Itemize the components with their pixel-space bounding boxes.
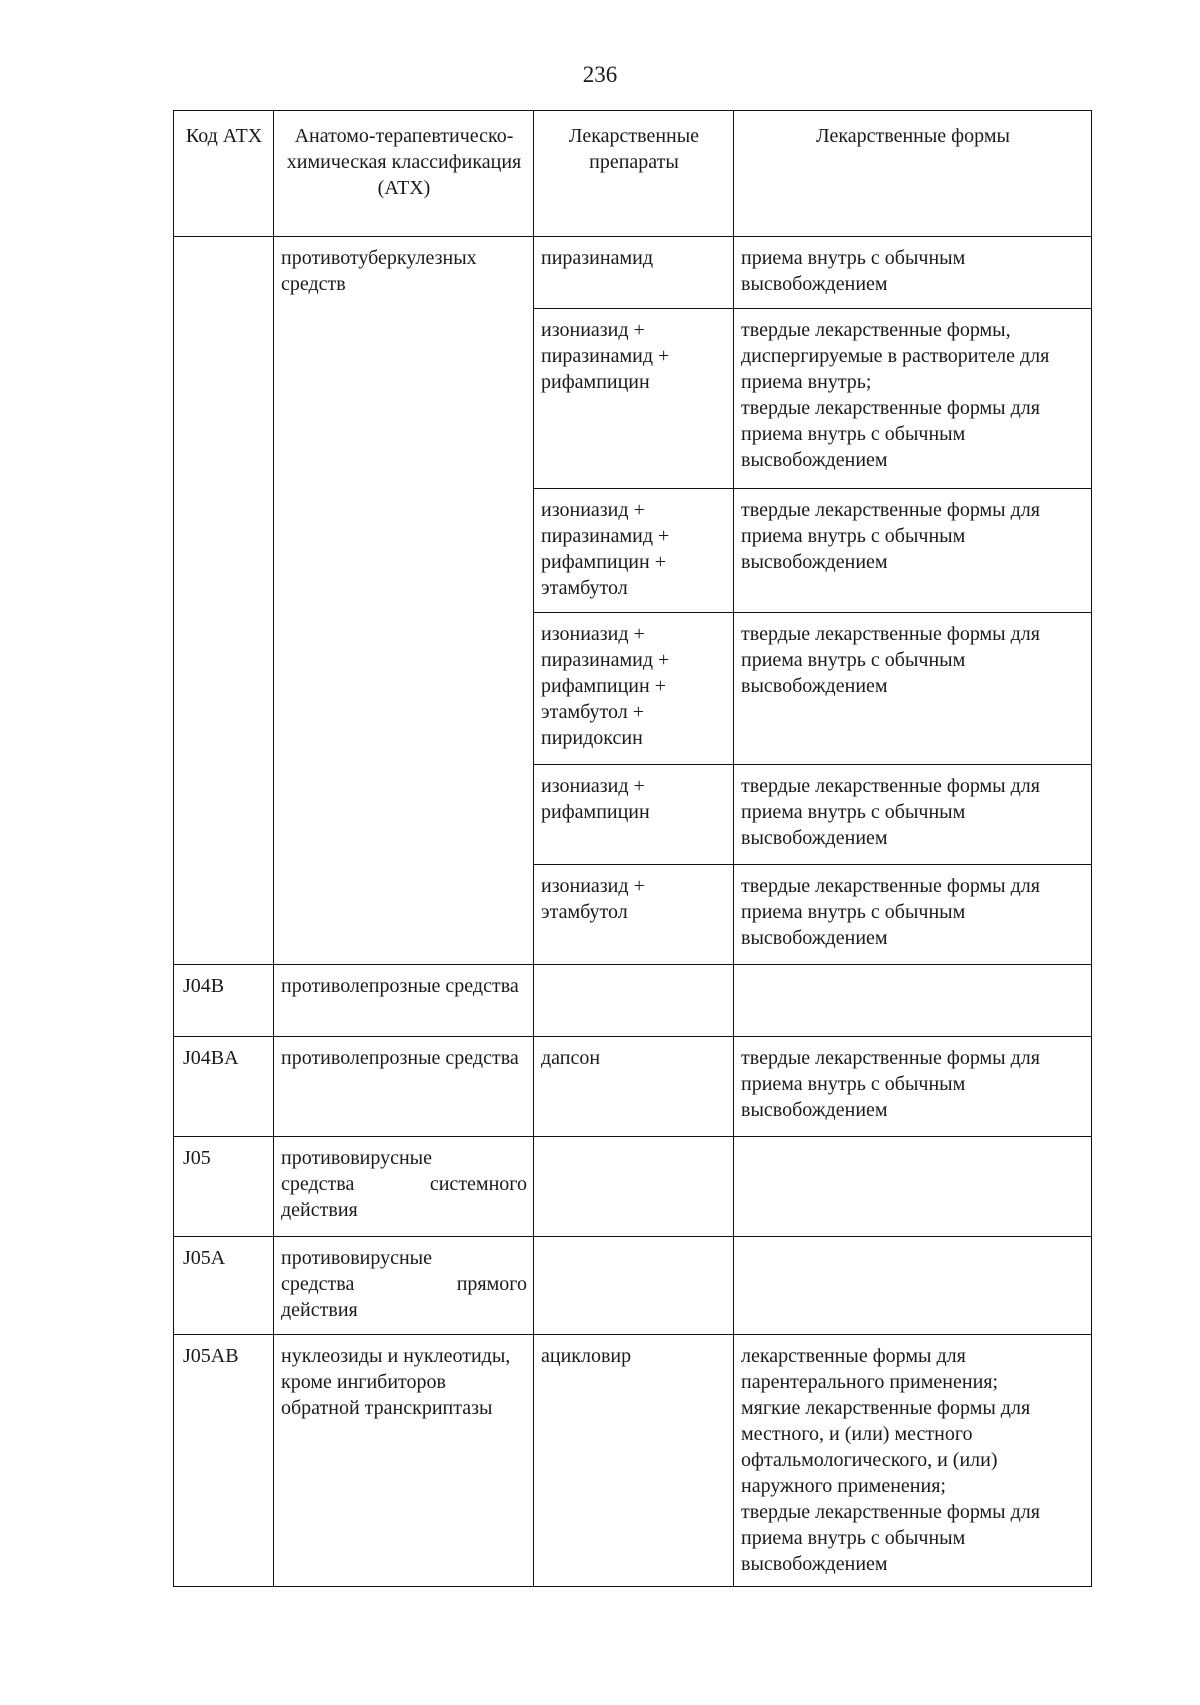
classification-cell xyxy=(274,1237,534,1335)
drug-cell-empty xyxy=(534,1237,734,1335)
classification-cell: противолепрозные средства xyxy=(274,965,534,1037)
code-cell: J05AB xyxy=(174,1335,274,1587)
classification-text: действия xyxy=(281,1299,358,1321)
form-cell: твердые лекарственные формы для приема внутрь с обычным высвобождением xyxy=(734,865,1092,965)
drug-cell: изониазид + рифампицин xyxy=(534,765,734,865)
classification-cell xyxy=(274,1137,534,1237)
classification-cell: противолепрозные средства xyxy=(274,1037,534,1137)
classification-cell: нуклеозиды и нуклеотиды, кроме ингибиторов обратной транскриптазы xyxy=(274,1335,534,1587)
form-cell: твердые лекарственные формы для приема внутрь с обычным высвобождением xyxy=(734,489,1092,613)
drug-cell: пиразинамид xyxy=(534,237,734,309)
header-classification: Анатомо-терапевтическо-химическая классификация (АТХ) xyxy=(274,111,534,237)
drug-cell-empty xyxy=(534,1137,734,1237)
form-cell-empty xyxy=(734,1137,1092,1237)
drug-cell: ацикловир xyxy=(534,1335,734,1587)
code-cell-empty xyxy=(174,237,274,965)
form-text: твердые лекарственные формы для приема внутрь с обычным высвобождением xyxy=(741,397,1040,471)
header-code: Код АТХ xyxy=(174,111,274,237)
table-row xyxy=(174,1335,1092,1587)
header-forms: Лекарственные формы xyxy=(734,111,1092,237)
form-cell xyxy=(734,309,1092,489)
form-text: мягкие лекарственные формы для местного, и (или) местного офтальмологического, и (или) наружного применения; xyxy=(741,1397,1031,1497)
table-row xyxy=(174,1237,1092,1335)
table-row xyxy=(174,1137,1092,1237)
drug-cell: изониазид + пиразинамид + рифампицин + этамбутол + пиридоксин xyxy=(534,613,734,765)
classification-text: действия xyxy=(281,1199,358,1221)
classification-text: противовирусные xyxy=(281,1147,432,1169)
classification-text: противовирусные xyxy=(281,1247,432,1269)
code-cell: J04B xyxy=(174,965,274,1037)
code-cell: J04BA xyxy=(174,1037,274,1137)
form-cell: приема внутрь с обычным высвобождением xyxy=(734,237,1092,309)
classification-text: средства системного xyxy=(281,1173,527,1195)
drug-cell-empty xyxy=(534,965,734,1037)
form-cell: твердые лекарственные формы для приема внутрь с обычным высвобождением xyxy=(734,1037,1092,1137)
table-row xyxy=(174,1037,1092,1137)
code-cell: J05A xyxy=(174,1237,274,1335)
form-text: лекарственные формы для парентерального применения; xyxy=(741,1345,999,1393)
table-header-row xyxy=(174,111,1092,237)
header-drugs: Лекарственные препараты xyxy=(534,111,734,237)
form-text: твердые лекарственные формы, диспергируемые в растворителе для приема внутрь; xyxy=(741,319,1050,393)
form-cell-empty xyxy=(734,1237,1092,1335)
drug-cell: изониазид + этамбутол xyxy=(534,865,734,965)
drug-cell: изониазид + пиразинамид + рифампицин xyxy=(534,309,734,489)
drug-cell: дапсон xyxy=(534,1037,734,1137)
atc-drug-table xyxy=(173,110,1092,1587)
form-text: твердые лекарственные формы для приема внутрь с обычным высвобождением xyxy=(741,1501,1040,1575)
form-cell-empty xyxy=(734,965,1092,1037)
table-row xyxy=(174,237,1092,309)
form-cell: твердые лекарственные формы для приема внутрь с обычным высвобождением xyxy=(734,765,1092,865)
classification-text: средства прямого xyxy=(281,1273,527,1295)
drug-cell: изониазид + пиразинамид + рифампицин + этамбутол xyxy=(534,489,734,613)
table-row xyxy=(174,965,1092,1037)
classification-cell: противотуберкулезных средств xyxy=(274,237,534,965)
form-cell: твердые лекарственные формы для приема внутрь с обычным высвобождением xyxy=(734,613,1092,765)
page-number: 236 xyxy=(582,62,618,87)
code-cell: J05 xyxy=(174,1137,274,1237)
form-cell xyxy=(734,1335,1092,1587)
